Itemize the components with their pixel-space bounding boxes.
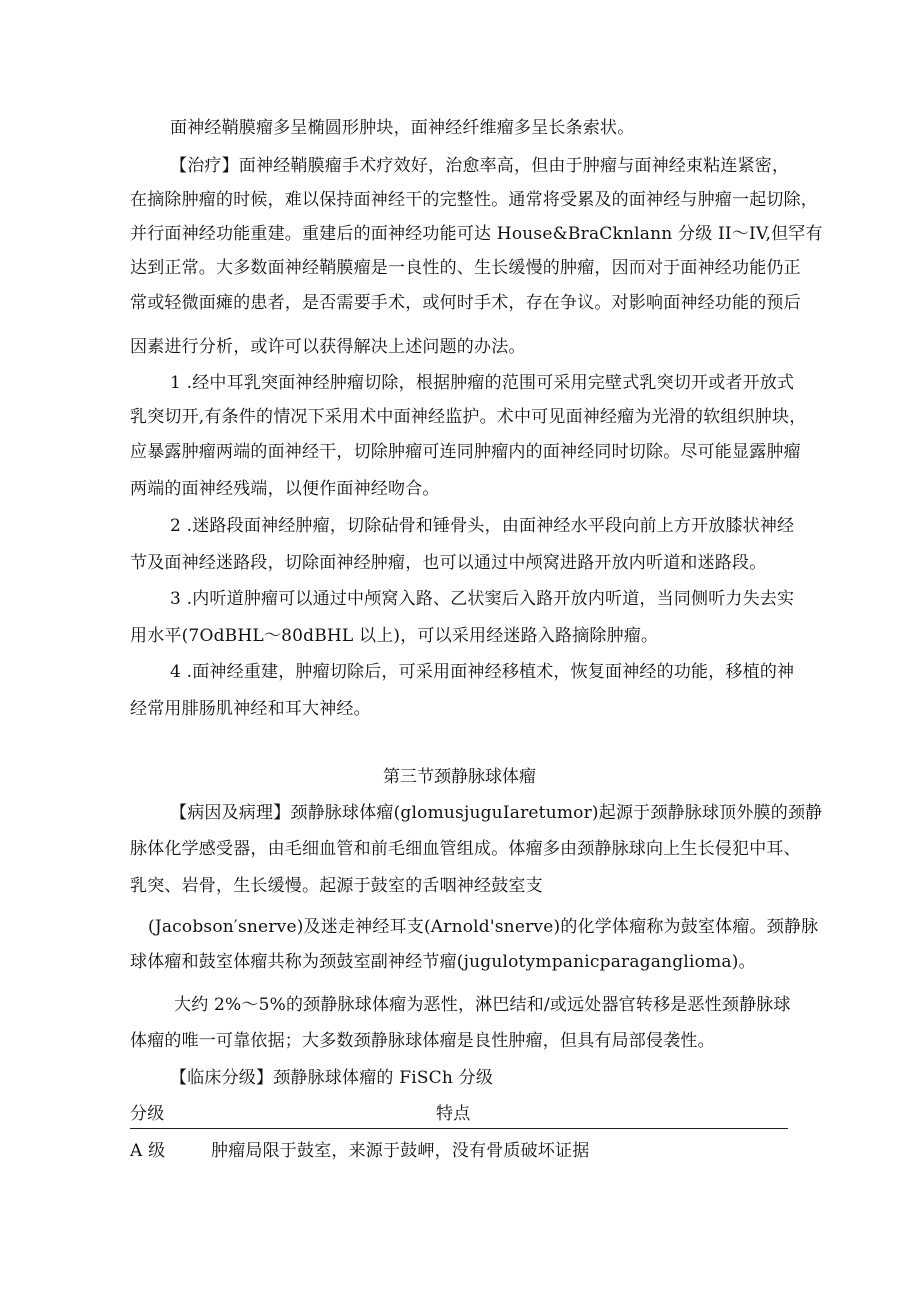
text-line: 用水平(7OdBHL～80dBHL 以上)，可以采用经迷路入路摘除肿瘤。 bbox=[130, 626, 659, 646]
text-line: 体瘤的唯一可靠依据；大多数颈静脉球体瘤是良性肿瘤，但具有局部侵袭性。 bbox=[130, 1031, 715, 1051]
section-title: 第三节颈静脉球体瘤 bbox=[383, 767, 536, 787]
text-line: 两端的面神经残端，以便作面神经吻合。 bbox=[130, 479, 440, 499]
text-line: 球体瘤和鼓室体瘤共称为颈鼓室副神经节瘤(jugulotympanicparaganglioma)。 bbox=[130, 952, 756, 972]
text-line: 大约 2%～5%的颈静脉球体瘤为恶性，淋巴结和/或远处器官转移是恶性颈静脉球 bbox=[174, 995, 791, 1015]
text-line: 乳突切开,有条件的情况下采用术中面神经监护。术中可见面神经瘤为光滑的软组织肿块， bbox=[130, 407, 807, 427]
text-line: 【病因及病理】颈静脉球体瘤(glomusjuguIaretumor)起源于颈静脉球顶外膜的颈静 bbox=[170, 803, 823, 823]
text-line: 【治疗】面神经鞘膜瘤手术疗效好，治愈率高，但由于肿瘤与面神经束粘连紧密， bbox=[170, 156, 790, 176]
table-cell-grade: A 级 bbox=[130, 1141, 166, 1161]
text-line: 在摘除肿瘤的时候，难以保持面神经干的完整性。通常将受累及的面神经与肿瘤一起切除， bbox=[130, 190, 818, 210]
text-line: 节及面神经迷路段，切除面神经肿瘤，也可以通过中颅窝进路开放内听道和迷路段。 bbox=[130, 553, 767, 573]
table-header-grade: 分级 bbox=[130, 1104, 165, 1124]
text-line: 达到正常。大多数面神经鞘膜瘤是一良性的、生长缓慢的肿瘤，因而对于面神经功能仍正 bbox=[130, 258, 801, 278]
text-line: 经常用腓肠肌神经和耳大神经。 bbox=[130, 699, 371, 719]
classification-heading: 【临床分级】颈静脉球体瘤的 FiSCh 分级 bbox=[170, 1068, 494, 1088]
text-line: 4 .面神经重建，肿瘤切除后，可采用面神经移植术，恢复面神经的功能，移植的神 bbox=[170, 662, 795, 682]
text-line: 并行面神经功能重建。重建后的面神经功能可达 House&BraCknlann 分级 II～IV,但罕有 bbox=[130, 224, 823, 244]
text-line: 应暴露肿瘤两端的面神经干，切除肿瘤可连同肿瘤内的面神经同时切除。尽可能显露肿瘤 bbox=[130, 442, 801, 462]
table-header-feature: 特点 bbox=[436, 1104, 471, 1124]
text-line: (Jacobson′snerve)及迷走神经耳支(Arnold'snerve)的化学体瘤称为鼓室体瘤。颈静脉 bbox=[148, 917, 819, 937]
text-line: 脉体化学感受器，由毛细血管和前毛细血管组成。体瘤多由颈静脉球向上生长侵犯中耳、 bbox=[130, 839, 801, 859]
text-line: 面神经鞘膜瘤多呈椭圆形肿块，面神经纤维瘤多呈长条索状。 bbox=[170, 118, 635, 138]
text-line: 因素进行分析，或许可以获得解决上述问题的办法。 bbox=[130, 337, 526, 357]
table-header-rule bbox=[130, 1128, 788, 1129]
text-line: 1 .经中耳乳突面神经肿瘤切除，根据肿瘤的范围可采用完壁式乳突切开或者开放式 bbox=[170, 373, 795, 393]
table-cell-feature: 肿瘤局限于鼓室，来源于鼓岬，没有骨质破坏证据 bbox=[211, 1141, 590, 1161]
text-line: 乳突、岩骨，生长缓慢。起源于鼓室的舌咽神经鼓室支 bbox=[130, 876, 543, 896]
text-line: 2 .迷路段面神经肿瘤，切除砧骨和锤骨头，由面神经水平段向前上方开放膝状神经 bbox=[170, 516, 795, 536]
text-line: 常或轻微面瘫的患者，是否需要手术，或何时手术，存在争议。对影响面神经功能的预后 bbox=[130, 293, 801, 313]
text-line: 3 .内听道肿瘤可以通过中颅窝入路、乙状窦后入路开放内听道，当同侧听力失去实 bbox=[170, 589, 795, 609]
